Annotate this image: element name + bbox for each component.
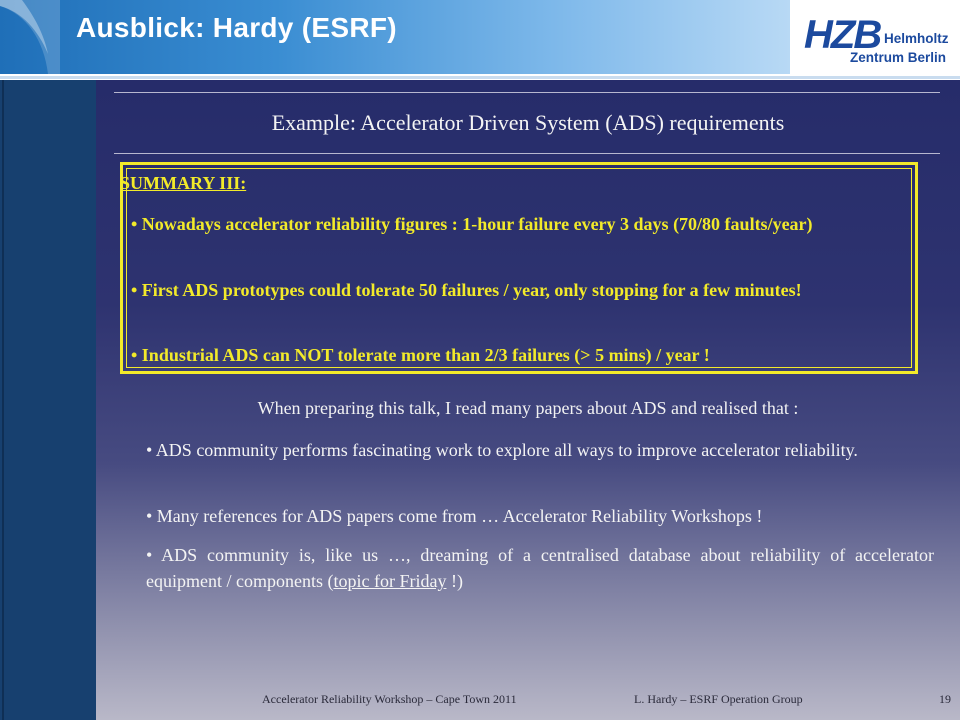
logo-mark: HZB bbox=[804, 13, 881, 57]
summary-title: SUMMARY III: bbox=[120, 173, 247, 193]
footer-author: L. Hardy – ESRF Operation Group bbox=[634, 692, 803, 706]
header-swoosh-graphic bbox=[0, 0, 60, 74]
bullet-text-end: !) bbox=[446, 571, 463, 591]
summary-bullet: • Nowadays accelerator reliability figures : 1-hour failure every 3 days (70/80 faults/year) bbox=[131, 214, 813, 234]
footer-workshop: Accelerator Reliability Workshop – Cape Town 2011 bbox=[262, 692, 517, 706]
summary-bullet: • Industrial ADS can NOT tolerate more than 2/3 failures (> 5 mins) / year ! bbox=[131, 345, 710, 365]
lead-sentence: When preparing this talk, I read many papers about ADS and realised that : bbox=[257, 398, 799, 418]
hzb-logo bbox=[804, 12, 954, 68]
left-bar-edge bbox=[2, 80, 4, 720]
header-divider bbox=[0, 76, 960, 79]
heading-rule-top bbox=[114, 92, 940, 93]
embedded-slide bbox=[96, 80, 960, 720]
bullet-item: • Many references for ADS papers come from … Accelerator Reliability Workshops ! bbox=[146, 506, 763, 526]
summary-box-inner-border bbox=[126, 168, 912, 368]
header-gradient-band bbox=[0, 0, 790, 74]
slide-header bbox=[0, 0, 960, 80]
embedded-slide-heading: Example: Accelerator Driven System (ADS) requirements bbox=[271, 110, 785, 135]
topic-link[interactable]: topic for Friday bbox=[333, 571, 447, 591]
heading-rule-bottom bbox=[114, 153, 940, 154]
logo-text-zentrum-berlin: Zentrum Berlin bbox=[850, 50, 947, 65]
bullet-item bbox=[146, 542, 934, 594]
slide-title: Ausblick: Hardy (ESRF) bbox=[76, 12, 397, 43]
left-sidebar-bar bbox=[0, 80, 96, 720]
summary-bullet: • First ADS prototypes could tolerate 50 failures / year, only stopping for a few minutes! bbox=[131, 280, 802, 300]
bullet-text: • ADS community is, like us …, dreaming of a centralised database about reliability of accelerator equipment / components ( bbox=[146, 545, 934, 591]
page-number: 19 bbox=[939, 692, 951, 706]
bullet-item: • ADS community performs fascinating work to explore all ways to improve accelerator reliability. bbox=[146, 440, 858, 460]
logo-text-helmholtz: Helmholtz bbox=[884, 31, 949, 46]
